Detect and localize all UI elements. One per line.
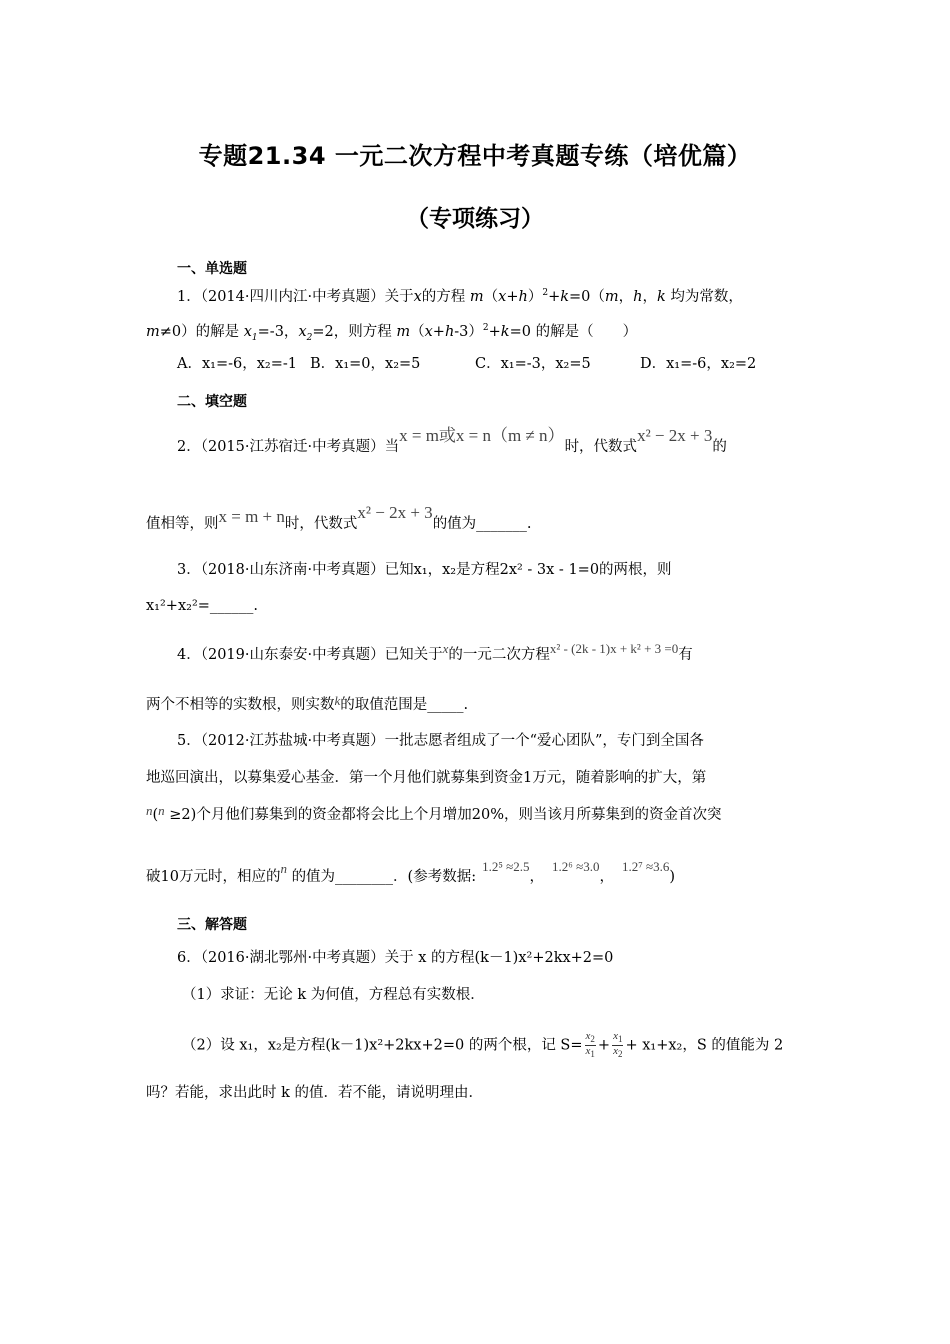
math-expression: x = m + n (218, 507, 285, 526)
question-4-line-2: 两个不相等的实数根，则实数k的取值范围是_____. (146, 693, 469, 713)
math-expression: x² − 2x + 3 (637, 426, 713, 445)
section-heading-solve: 三、解答题 (177, 917, 247, 933)
question-5-line-2: 地巡回演出，以募集爱心基金．第一个月他们就募集到资金1万元，随着影响的扩大，第 (146, 770, 707, 786)
question-number: 1． (177, 288, 201, 305)
reference-value: 1.2⁵ ≈2.5 (482, 859, 530, 874)
question-source: （2014·四川内江·中考真题） (200, 288, 385, 305)
question-2-line-1: 2．（2015·江苏宿迁·中考真题）当x = m或x = n（m ≠ n）时，代数式x² − 2x + 3的 (177, 426, 727, 455)
section-heading-fill-blank: 二、填空题 (177, 394, 247, 410)
question-5-line-3: n(n ≥2)个月他们募集到的资金都将会比上个月增加20%，则当该月所募集到的资金首次突 (146, 803, 722, 823)
question-5-line-4: 破10万元时，相应的n 的值为________．(参考数据:1.2⁵ ≈2.5，1.2⁶ ≈3.0，1.2⁷ ≈3.6) (146, 859, 676, 885)
page-subtitle: （专项练习） (406, 206, 544, 232)
question-3-line-2: x₁²+x₂²=______. (146, 598, 259, 614)
option-d[interactable]: D．x₁=-6，x₂=2 (640, 356, 757, 372)
question-6-part-1: （1）求证：无论 k 为何值，方程总有实数根． (182, 987, 485, 1003)
math-expression: x² − 2x + 3 (357, 503, 433, 522)
option-b[interactable]: B．x₁=0，x₂=5 (310, 356, 421, 372)
question-1-line-2: m≠0）的解是 $x_1=-3$，$x_2=2$，则方程 $m(x+h-3)^2+k=0$ 的解是（ ） (146, 323, 638, 343)
question-6-part-2: （2）设 x₁，x₂是方程(k－1)x²+2kx+2=0 的两个根，记 S= $\frac{x_2}{x_1}$ + $\frac{x_1}{x_2}$ + x₁+x₂，S 的值能为 2 (182, 1030, 784, 1060)
question-1-line-1: 1．（2014·四川内江·中考真题）关于x的方程 $m(x+h)^2+k=0(m$，h，k 均为常数， (177, 288, 743, 305)
question-6-part-2-line-2: 吗？若能，求出此时 k 的值．若不能，请说明理由． (146, 1085, 484, 1101)
option-a[interactable]: A．x₁=-6，x₂=-1 (177, 356, 298, 372)
question-4-line-1: 4．（2019·山东泰安·中考真题）已知关于x的一元二次方程x² - (2k - 1)x + k² + 3 =0有 (177, 641, 693, 663)
question-2-line-2: 值相等，则x = m + n时，代数式x² − 2x + 3的值为_______. (146, 503, 532, 532)
question-6-line-1: 6．（2016·湖北鄂州·中考真题）关于 x 的方程(k－1)x²+2kx+2=0 (177, 950, 614, 966)
fraction-x1-over-x2: $\frac{x_1}{x_2}$ (613, 1030, 623, 1060)
option-c[interactable]: C．x₁=-3，x₂=5 (475, 356, 591, 372)
math-expression: x = m或x = n（m ≠ n） (399, 426, 565, 445)
fraction-x2-over-x1: $\frac{x_2}{x_1}$ (585, 1030, 595, 1060)
math-expression: x² - (2k - 1)x + k² + 3 =0 (549, 641, 679, 656)
question-5-line-1: 5．（2012·江苏盐城·中考真题）一批志愿者组成了一个“爱心团队”，专门到全国各 (177, 733, 704, 749)
section-heading-single-choice: 一、单选题 (177, 261, 247, 277)
question-3-line-1: 3．（2018·山东济南·中考真题）已知x₁，x₂是方程2x² - 3x - 1=0的两根，则 (177, 562, 672, 578)
page-title: 专题21.34 一元二次方程中考真题专练（培优篇） (198, 142, 752, 170)
reference-value: 1.2⁷ ≈3.6 (621, 859, 670, 874)
reference-value: 1.2⁶ ≈3.0 (552, 859, 600, 874)
